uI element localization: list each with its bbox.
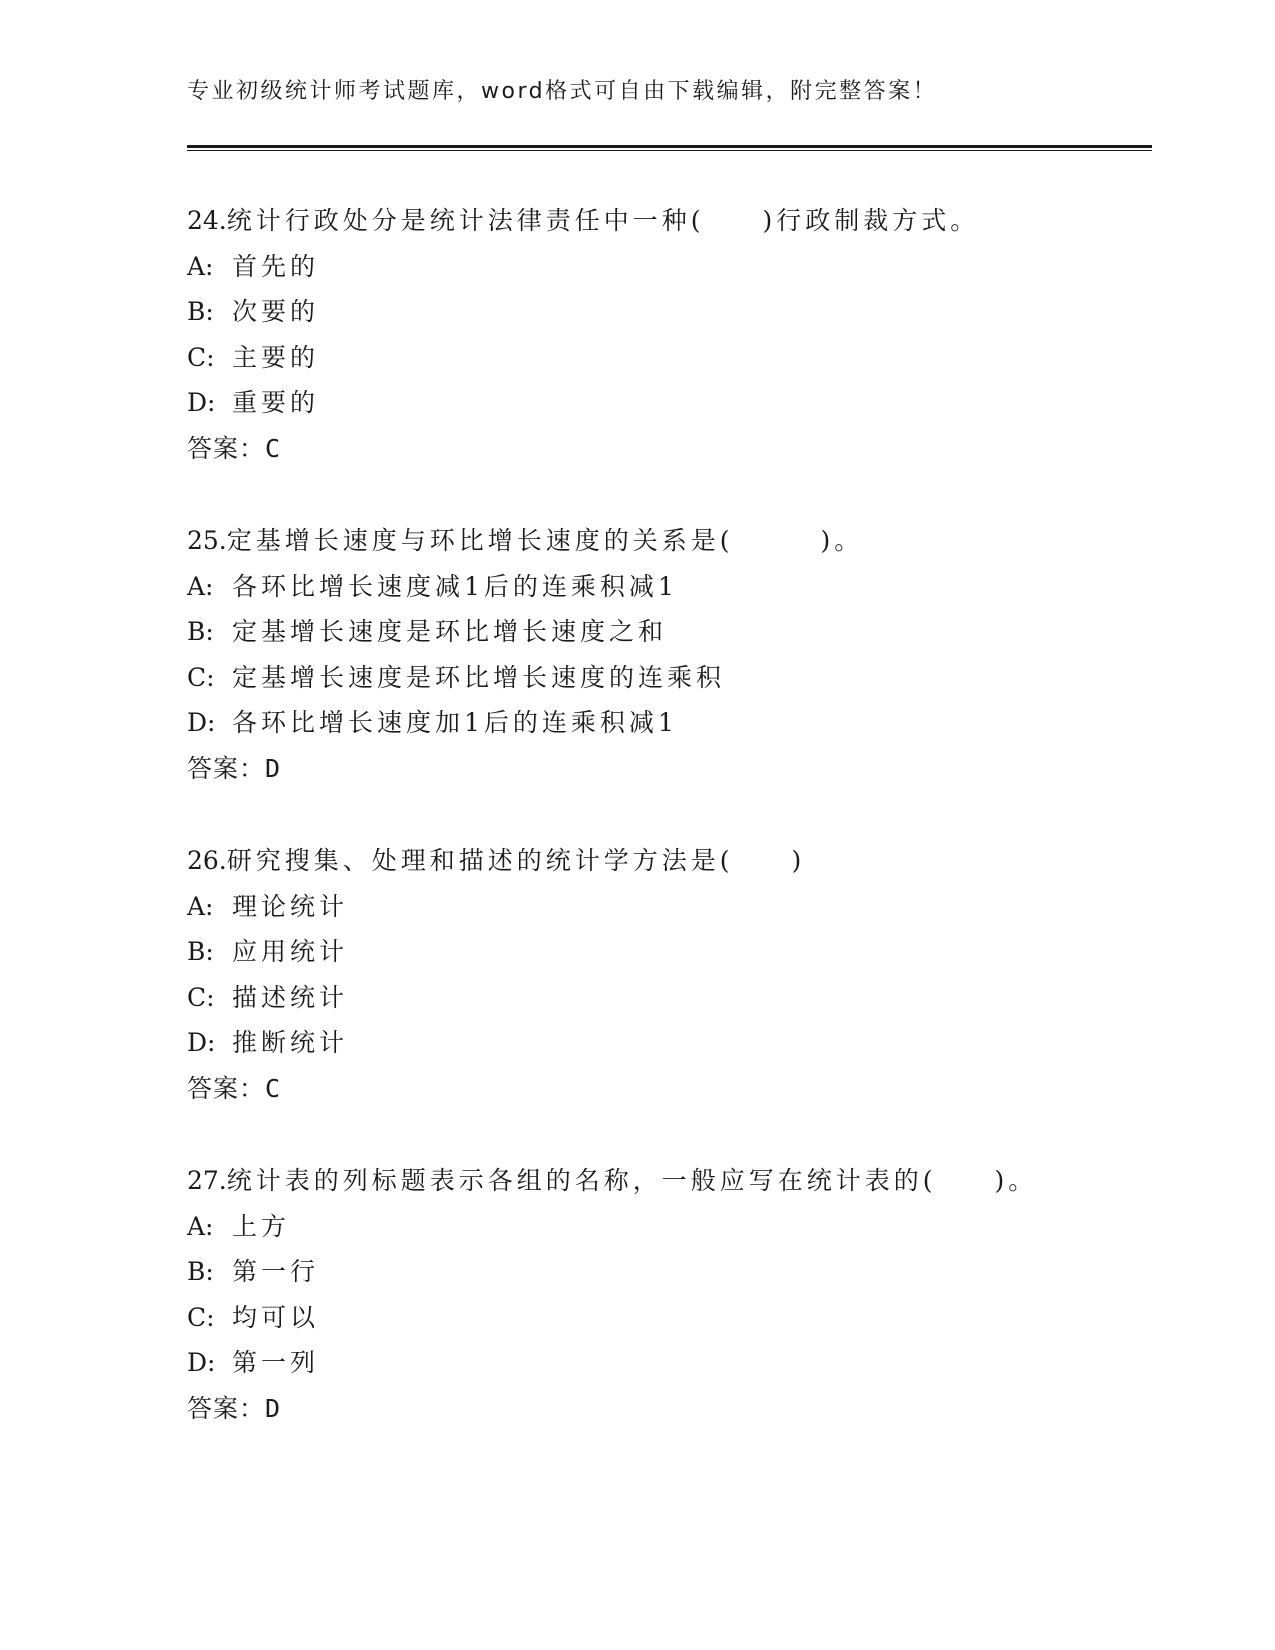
option-text: 定基增长速度是环比增长速度之和 bbox=[232, 617, 668, 646]
answer-label: 答案： bbox=[187, 753, 266, 783]
answer-line bbox=[187, 746, 1152, 792]
option-text: 首先的 bbox=[232, 251, 320, 281]
answer-label: 答案： bbox=[187, 433, 266, 463]
option-text: 次要的 bbox=[232, 297, 320, 326]
option-a bbox=[187, 244, 1152, 290]
option-letter: B: bbox=[187, 297, 214, 326]
question-text: 研究搜集、处理和描述的统计学方法是( ) bbox=[226, 846, 806, 875]
option-letter: A: bbox=[187, 251, 214, 281]
option-a bbox=[187, 884, 1152, 930]
option-letter: C: bbox=[187, 662, 215, 692]
question-number: 24. bbox=[187, 206, 227, 235]
option-letter: A: bbox=[187, 891, 214, 921]
option-letter: B: bbox=[187, 1257, 214, 1286]
question-25 bbox=[187, 518, 1152, 791]
question-26 bbox=[187, 838, 1152, 1111]
option-text: 第一行 bbox=[232, 1257, 320, 1286]
option-letter: D: bbox=[187, 1348, 216, 1377]
question-stem bbox=[187, 838, 1152, 884]
option-letter: D: bbox=[187, 1028, 216, 1057]
option-b bbox=[187, 1249, 1152, 1295]
answer-value: C bbox=[265, 433, 282, 463]
option-letter: B: bbox=[187, 617, 214, 646]
header-divider-thick bbox=[187, 145, 1152, 148]
option-letter: A: bbox=[187, 571, 214, 601]
option-text: 应用统计 bbox=[232, 937, 349, 966]
option-c bbox=[187, 975, 1152, 1021]
answer-line bbox=[187, 1386, 1152, 1432]
option-b bbox=[187, 289, 1152, 335]
option-a bbox=[187, 564, 1152, 610]
question-text: 定基增长速度与环比增长速度的关系是( )。 bbox=[226, 526, 864, 555]
option-a bbox=[187, 1204, 1152, 1250]
option-text: 理论统计 bbox=[232, 891, 349, 921]
option-letter: D: bbox=[187, 388, 216, 417]
option-text: 上方 bbox=[232, 1211, 291, 1241]
option-letter: C: bbox=[187, 982, 215, 1012]
option-text: 重要的 bbox=[232, 388, 320, 417]
option-c bbox=[187, 1295, 1152, 1341]
option-letter: A: bbox=[187, 1211, 214, 1241]
question-stem bbox=[187, 198, 1152, 244]
option-letter: C: bbox=[187, 1302, 215, 1332]
answer-line bbox=[187, 1066, 1152, 1112]
option-d bbox=[187, 700, 1152, 746]
option-text: 描述统计 bbox=[232, 982, 349, 1012]
option-d bbox=[187, 380, 1152, 426]
option-letter: C: bbox=[187, 342, 215, 372]
answer-value: C bbox=[265, 1073, 282, 1103]
question-number: 26. bbox=[187, 846, 227, 875]
question-text: 统计行政处分是统计法律责任中一种( )行政制裁方式。 bbox=[226, 206, 980, 235]
answer-value: D bbox=[265, 753, 282, 783]
option-text: 主要的 bbox=[232, 342, 320, 372]
answer-label: 答案： bbox=[187, 1073, 266, 1103]
page-header: 专业初级统计师考试题库，word格式可自由下载编辑，附完整答案！ bbox=[187, 79, 938, 104]
answer-value: D bbox=[265, 1393, 282, 1423]
question-number: 25. bbox=[187, 526, 227, 555]
option-b bbox=[187, 609, 1152, 655]
option-d bbox=[187, 1020, 1152, 1066]
option-letter: D: bbox=[187, 708, 216, 737]
option-c bbox=[187, 335, 1152, 381]
option-text: 定基增长速度是环比增长速度的连乘积 bbox=[232, 662, 726, 692]
option-text: 各环比增长速度减1后的连乘积减1 bbox=[232, 571, 678, 601]
answer-label: 答案： bbox=[187, 1393, 266, 1423]
question-stem bbox=[187, 518, 1152, 564]
option-text: 各环比增长速度加1后的连乘积减1 bbox=[232, 708, 678, 737]
option-text: 推断统计 bbox=[232, 1028, 349, 1057]
question-27 bbox=[187, 1158, 1152, 1431]
option-text: 第一列 bbox=[232, 1348, 320, 1377]
option-text: 均可以 bbox=[232, 1302, 320, 1332]
question-stem bbox=[187, 1158, 1152, 1204]
question-24 bbox=[187, 198, 1152, 471]
option-c bbox=[187, 655, 1152, 701]
question-number: 27. bbox=[187, 1166, 227, 1195]
question-text: 统计表的列标题表示各组的名称，一般应写在统计表的( )。 bbox=[226, 1166, 1038, 1195]
option-letter: B: bbox=[187, 937, 214, 966]
option-d bbox=[187, 1340, 1152, 1386]
option-b bbox=[187, 929, 1152, 975]
header-divider-thin bbox=[187, 150, 1152, 151]
answer-line bbox=[187, 426, 1152, 472]
